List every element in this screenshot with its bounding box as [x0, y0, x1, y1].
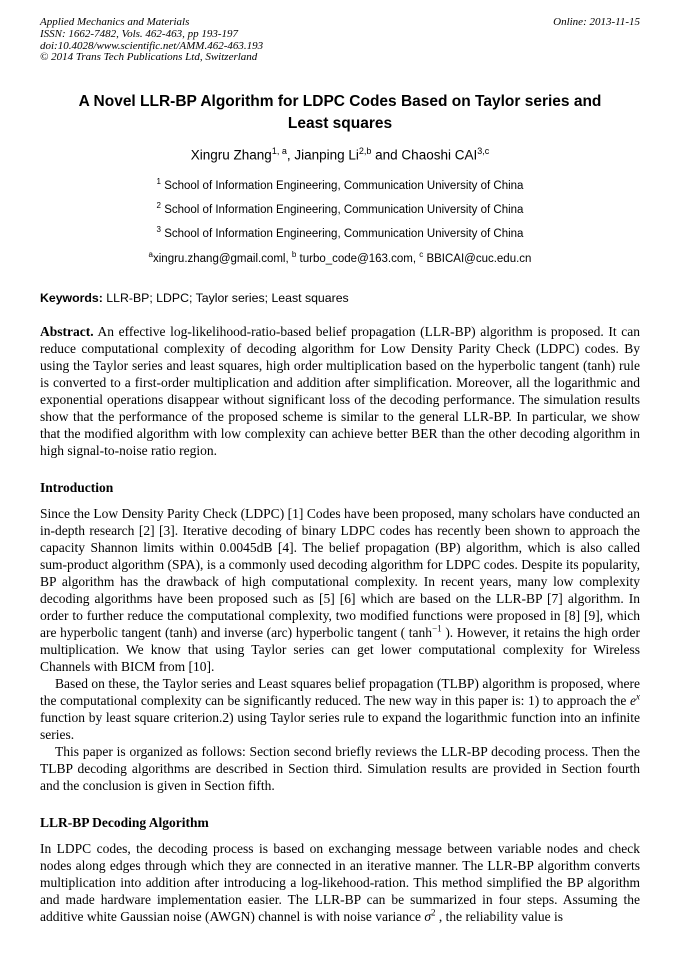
abstract-label: Abstract.: [40, 323, 94, 339]
journal-header: [40, 17, 640, 64]
affiliation-sup: 2: [156, 201, 161, 211]
affiliation-text: School of Information Engineering, Communication University of China: [161, 203, 524, 216]
affiliation-line: [40, 220, 640, 244]
online-date: Online: 2013-11-15: [553, 16, 640, 28]
doi-line: doi:10.4028/www.scientific.net/AMM.462-463.193: [40, 39, 264, 52]
email-text: turbo_code@163.com,: [296, 252, 420, 265]
email-sup: c: [419, 249, 424, 259]
affiliation-text: School of Information Engineering, Communication University of China: [161, 179, 524, 192]
tanh-inverse-exponent: −1: [432, 623, 442, 633]
email-text: BBICAI@cuc.edu.cn: [423, 252, 532, 265]
author-sup: 1, a: [271, 146, 287, 157]
affiliation-line: [40, 172, 640, 196]
copyright-line: © 2014 Trans Tech Publications Ltd, Switzerland: [40, 51, 258, 64]
abstract-text: An effective log-likelihood-ratio-based belief propagation (LLR-BP) algorithm is proposed. It can reduce computational complexity of decoding algorithm for Low Density Parity Check (LDPC) codes. By using the Taylor series and least squares, high order multiplication based on the hyperbolic tangent (tanh) rule is converted to a first-order multiplication and addition after simplification. Moreover, all the logarithmic and exponential operations disappear without significant loss of the decoding performance. The simulation results show that the performance of the proposed scheme is similar to the general LLR-BP. In particular, we show that the modified algorithm with low complexity can achieve better BER than the other decoding algorithm in high signal-to-noise ratio region.: [40, 323, 640, 458]
affiliations: [40, 172, 640, 245]
paper-body: [40, 323, 640, 925]
author-name: , Jianping Li: [286, 147, 359, 163]
email-sup: b: [291, 249, 297, 259]
affiliation-sup: 1: [156, 176, 161, 186]
authors-line: [40, 146, 640, 163]
intro-p2-text-b: function by least square criterion.2) using Taylor series rule to expand the logarithmic function into an infinite series.: [40, 709, 640, 742]
section-heading-llrbp: LLR-BP Decoding Algorithm: [40, 814, 209, 830]
intro-paragraph-1: [40, 505, 640, 675]
affiliation-text: School of Information Engineering, Communication University of China: [161, 228, 524, 241]
affiliation-sup: 3: [156, 225, 161, 235]
author-sup: 3,c: [477, 146, 490, 157]
journal-info: [40, 17, 263, 64]
paper-title: A Novel LLR-BP Algorithm for LDPC Codes Based on Taylor series and Least squares: [78, 93, 602, 133]
keywords-label: Keywords:: [40, 290, 103, 305]
llrbp-paragraph-1: [40, 840, 640, 925]
author-name: and Chaoshi CAI: [371, 147, 478, 163]
sigma-symbol: σ: [424, 908, 431, 924]
abstract-paragraph: [40, 323, 640, 459]
email-text: xingru.zhang@gmail.coml,: [153, 252, 292, 265]
sigma-exponent: 2: [430, 907, 436, 917]
intro-paragraph-2: [40, 675, 640, 743]
author-emails: [40, 247, 640, 267]
section-heading-introduction: Introduction: [40, 479, 114, 495]
email-sup: a: [148, 249, 153, 259]
keywords-line: [40, 291, 640, 305]
author-name: Xingru Zhang: [190, 147, 272, 163]
author-sup: 2,b: [358, 146, 372, 157]
affiliation-line: [40, 196, 640, 220]
intro-p1-text-b: ). However, it retains the high order multiplication. We know that using Taylor series can get lower computational complexity for Wireless Channels with BICM from [10].: [40, 624, 640, 674]
keywords-text: LLR-BP; LDPC; Taylor series; Least squares: [102, 290, 349, 305]
euler-e-symbol: e: [630, 692, 636, 708]
exponent-x: x: [636, 691, 640, 701]
intro-p2-text-a: Based on these, the Taylor series and Least squares belief propagation (TLBP) algorithm is proposed, where the computational complexity can be significantly reduced. The new way in this paper is: 1) to approach the: [40, 675, 640, 708]
intro-p1-text-a: Since the Low Density Parity Check (LDPC) [1] Codes have been proposed, many scholars have conducted an in-depth research [2] [3]. Iterative decoding of binary LDPC codes has recently been shown to approach the capacity Shannon limits within 0.0045dB [4]. The belief propagation (BP) algorithm, which is also called sum-product algorithm (SPA), is a commonly used decoding algorithm for LDPC codes. Despite its popularity, BP algorithm has the drawback of high computational complexity. In recent years, many low complexity decoding algorithms have been proposed such as [5] [6] which are based on the LLR-BP [7] algorithm. In order to further reduce the computational complexity, two modified functions were proposed in [8] [9], which are hyperbolic tangent (tanh) and inverse (arc) hyperbolic tangent ( tanh: [40, 505, 640, 640]
intro-paragraph-3: This paper is organized as follows: Section second briefly reviews the LLR-BP decoding process. Then the TLBP decoding algorithms are described in Section third. Simulation results are provided in Section fourth and the conclusion is given in Section fifth.: [40, 743, 640, 793]
llrbp-p1-text-b: , the reliability value is: [435, 908, 563, 924]
journal-name: Applied Mechanics and Materials: [40, 16, 190, 28]
llrbp-p1-text-a: In LDPC codes, the decoding process is based on exchanging message between variable nodes and check nodes along edges through which they are connected in an iterative manner. The LLR-BP algorithm converts multiplication into addition after introducing a log-likehood-ration. This method simplified the BP algorithm and made hardware implementation easier. The LLR-BP can be summarized in four steps. Assuming the additive white Gaussian noise (AWGN) channel is with noise variance: [40, 840, 640, 924]
issn-line: ISSN: 1662-7482, Vols. 462-463, pp 193-197: [40, 27, 238, 40]
